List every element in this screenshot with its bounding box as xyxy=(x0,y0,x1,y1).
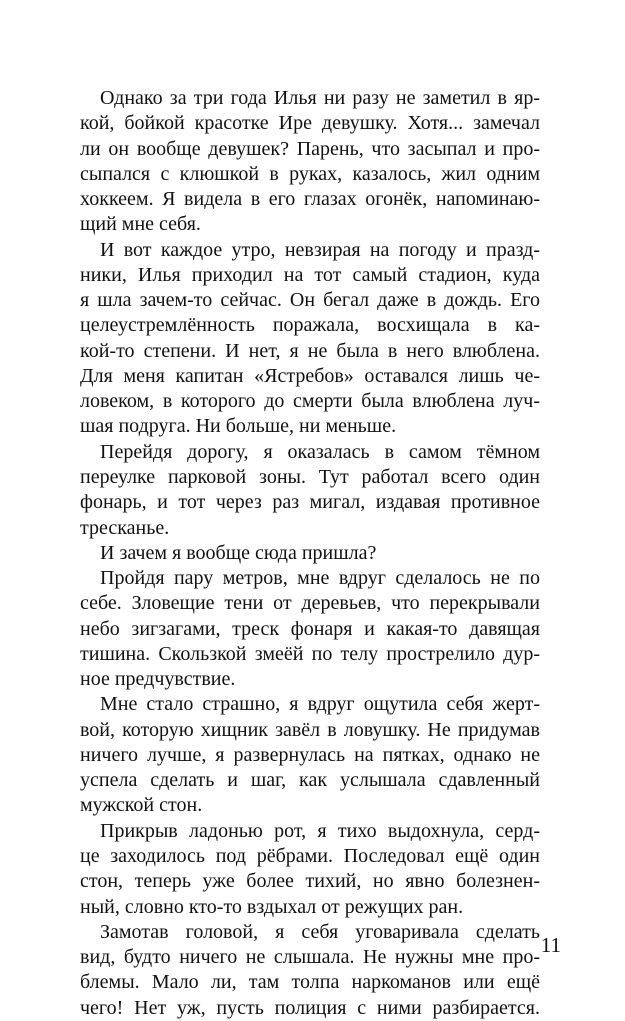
page-number: 11 xyxy=(540,933,561,957)
text-line: ничего лучше, я развернулась на пятках, однако не xyxy=(80,743,540,766)
text-line: чего! Нет уж, пусть полиция с ними разбирается. xyxy=(80,996,540,1019)
text-line: тресканье. xyxy=(80,516,170,539)
text-line: И зачем я вообще сюда пришла? xyxy=(100,541,377,564)
text-line: ное предчувствие. xyxy=(80,668,236,691)
text-line: щий мне себя. xyxy=(80,213,201,236)
text-line: целеустремлённость поражала, восхищала в ка- xyxy=(80,314,540,337)
text-line: шая подруга. Ни больше, ни меньше. xyxy=(80,415,397,438)
text-line: це заходилось под рёбрами. Последовал ещё один xyxy=(80,844,540,867)
text-line: мужской стон. xyxy=(80,794,203,817)
text-line: фонарь, и тот через раз мигал, издавая противное xyxy=(80,491,540,514)
text-line: Замотав головой, я себя уговаривала сделать xyxy=(100,920,540,943)
text-line: я шла зачем-то сейчас. Он бегал даже в дождь. Его xyxy=(80,289,540,312)
text-line: стон, теперь уже более тихий, но явно болезнен- xyxy=(80,870,540,893)
text-line: переулке парковой зоны. Тут работал всего один xyxy=(80,465,540,488)
text-line: тишина. Скользкой змеёй по телу прострелило дур- xyxy=(80,642,540,665)
text-line: Мне стало страшно, я вдруг ощутила себя жерт- xyxy=(100,693,540,716)
text-line: ловеком, в которого до смерти была влюблена луч- xyxy=(80,390,540,413)
text-line: себе. Зловещие тени от деревьев, что перекрывали xyxy=(80,592,540,615)
text-line: И вот каждое утро, невзирая на погоду и празд- xyxy=(100,238,540,261)
text-line: Для меня капитан «Ястребов» оставался лишь че- xyxy=(80,364,540,387)
text-line: Перейдя дорогу, я оказалась в самом тёмном xyxy=(100,440,540,463)
body-text xyxy=(80,86,540,1021)
text-line: небо зигзагами, треск фонаря и какая-то давящая xyxy=(80,617,540,640)
text-line: вой, которую хищник завёл в ловушку. Не придумав xyxy=(80,718,540,741)
text-line: Однако за три года Илья ни разу не заметил в яр- xyxy=(100,87,540,109)
text-line: ли он вообще девушек? Парень, что засыпал и про- xyxy=(80,137,540,160)
text-line: ный, словно кто-то вздыхал от режущих ран. xyxy=(80,895,464,918)
text-line: успела сделать и шаг, как услышала сдавленный xyxy=(80,769,540,792)
text-line: вид, будто ничего не слышала. Не нужны мне про- xyxy=(80,946,540,969)
text-line: Прикрыв ладонью рот, я тихо выдохнула, серд- xyxy=(100,819,540,842)
text-line: сыпался с клюшкой в руках, казалось, жил одним xyxy=(80,162,540,185)
text-line: блемы. Мало ли, там толпа наркоманов или ещё xyxy=(80,971,540,994)
text-line: кой, бойкой красотке Ире девушку. Хотя... замечал xyxy=(80,112,540,135)
text-line: ники, Илья приходил на тот самый стадион, куда xyxy=(80,263,540,286)
text-line: хоккеем. Я видела в его глазах огонёк, напоминаю- xyxy=(80,188,540,211)
text-line: Пройдя пару метров, мне вдруг сделалось не по xyxy=(100,567,540,590)
text-line: кой-то степени. И нет, я не была в него влюблена. xyxy=(80,339,540,362)
